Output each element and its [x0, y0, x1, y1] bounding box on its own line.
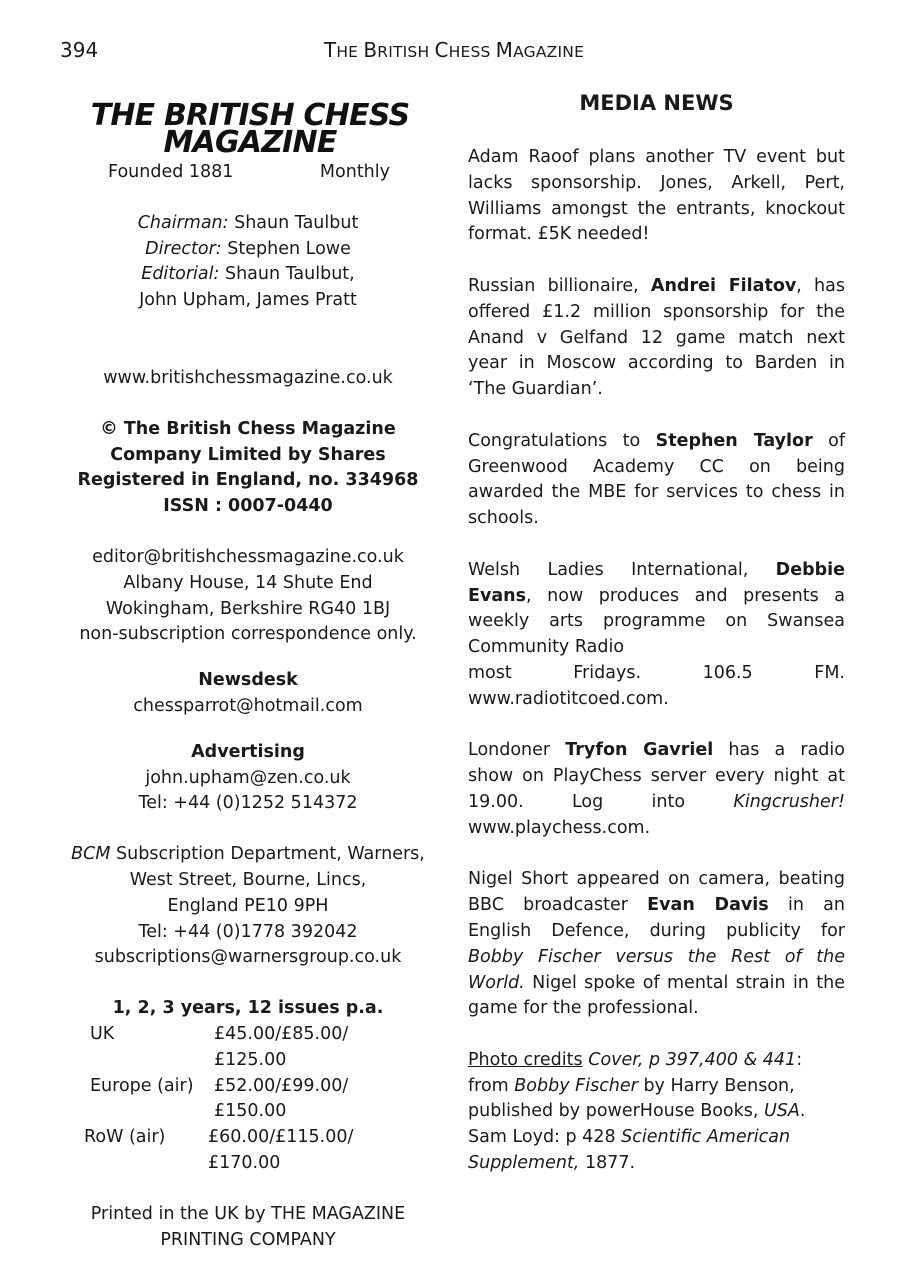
news-item-tv-event [468, 145, 845, 248]
news-italic: Scientific American Supplement, [468, 1127, 791, 1174]
page-number: 394 [60, 38, 99, 62]
director-name: Stephen Lowe [221, 238, 351, 259]
address-line-1: Albany House, 14 Shute End [123, 572, 373, 593]
rate-region: UK [90, 1023, 115, 1044]
news-text: : from [468, 1049, 803, 1096]
running-head-he: HE [336, 43, 364, 61]
news-text: Londoner [468, 740, 566, 761]
rate-row-row [78, 1125, 418, 1177]
news-person: Stephen Taylor [655, 430, 813, 451]
editorial-line [70, 262, 426, 288]
news-italic: USA [764, 1101, 800, 1122]
running-head-agazine: AGAZINE [513, 43, 585, 61]
news-text: Adam Raoof plans another TV event but lacks sponsorship. Jones, Arkell, Pert, Williams amongst the entrants, knockout format. £5K needed! [468, 147, 845, 245]
advertising-block [70, 740, 426, 817]
radio-website[interactable]: www.radiotitcoed.com. [468, 688, 669, 709]
printer-line-1: Printed in the UK by THE MAGAZINE [90, 1203, 406, 1224]
company-block [70, 417, 426, 520]
running-head-hess: HESS [448, 43, 496, 61]
masthead-title [74, 98, 426, 160]
news-text: , now produces and presents a weekly arts programme on Swansea Community Radio [468, 585, 845, 658]
director-label: Director: [145, 238, 222, 259]
news-item-evans [468, 558, 845, 713]
news-italic: Cover, p 397,400 & 441 [588, 1049, 797, 1070]
subscriptions-email[interactable]: subscriptions@warnersgroup.co.uk [94, 947, 402, 968]
rates-title: 1, 2, 3 years, 12 issues p.a. [112, 998, 384, 1019]
news-word: most [468, 662, 512, 683]
news-item-taylor [468, 429, 845, 532]
news-item-short [468, 867, 845, 1022]
rate-region: Europe (air) [90, 1075, 194, 1096]
news-item-gavriel [468, 738, 845, 841]
subscriptions-line-1 [70, 842, 426, 868]
masthead-column [70, 98, 426, 1253]
running-head-ritish: RITISH [377, 43, 435, 61]
issn: ISSN : 0007-0440 [163, 496, 333, 517]
news-spread-line [468, 661, 845, 687]
masthead-line-2: MAGAZINE [163, 125, 337, 160]
news-text: Nigel Short appeared on camera, beating BBC broadcaster [468, 869, 845, 916]
news-title-italic: Kingcrusher! [733, 791, 845, 812]
news-person: Andrei Filatov [650, 275, 797, 296]
subscriptions-line-2: West Street, Bourne, Lincs, [129, 869, 367, 890]
news-word: 106.5 [702, 662, 753, 683]
news-text: . Sam Loyd: p 428 [468, 1101, 806, 1148]
running-head [0, 38, 902, 62]
news-title-italic: Bobby Fischer versus the Rest of the World. [468, 946, 845, 993]
rate-price: £45.00/£85.00/£125.00 [214, 1023, 349, 1070]
subscriptions-tel: Tel: +44 (0)1778 392042 [138, 921, 358, 942]
subscriptions-dept: Subscription Department, Warners, [110, 844, 425, 865]
running-head-t: T [323, 38, 337, 62]
rate-region: RoW (air) [84, 1127, 166, 1148]
news-text: Nigel spoke of mental strain in the game for the professional. [468, 972, 845, 1019]
printer-line-2: PRINTING COMPANY [160, 1229, 336, 1250]
news-person: Tryfon Gavriel [565, 740, 714, 761]
news-text: 1877. [579, 1153, 636, 1174]
newsdesk-email[interactable]: chessparrot@hotmail.com [133, 695, 363, 716]
news-text: of Greenwood Academy CC on being awarded the MBE for services to chess in schools. [468, 430, 845, 529]
news-body [468, 558, 845, 661]
news-text: by Harry Benson, published by powerHouse Books, [468, 1075, 795, 1122]
rate-price: £60.00/£115.00/£170.00 [208, 1127, 354, 1173]
editorial-label: Editorial: [141, 264, 220, 285]
news-item-filatov [468, 274, 845, 403]
staff-block [70, 211, 426, 314]
news-text: www.playchess.com. [468, 817, 651, 838]
news-text: Congratulations to [468, 430, 656, 451]
advertising-tel: Tel: +44 (0)1252 514372 [138, 793, 358, 814]
chairman-line [70, 211, 426, 237]
news-word: FM. [814, 662, 845, 683]
news-word: Fridays. [573, 662, 642, 683]
rate-row-europe [78, 1074, 418, 1126]
company-line-1: © The British Chess Magazine [100, 418, 396, 439]
photo-credits-label: Photo credits [468, 1049, 583, 1070]
printer-block [70, 1202, 426, 1254]
news-text: , has offered £1.2 million sponsorship for the Anand v Gelfand 12 game match next year in Moscow according to Barden in ‘The Guardian’. [468, 275, 845, 400]
advertising-email[interactable]: john.upham@zen.co.uk [145, 767, 351, 788]
newsdesk-label: Newsdesk [198, 670, 298, 691]
editor-contact-block [70, 545, 426, 648]
subscriptions-line-3: England PE10 9PH [167, 895, 329, 916]
editor-email[interactable]: editor@britishchessmagazine.co.uk [92, 546, 404, 567]
chairman-label: Chairman: [137, 212, 229, 233]
news-italic: Bobby Fischer [514, 1075, 638, 1096]
news-text: in an English Defence, during publicity for [468, 895, 845, 941]
photo-credits [468, 1048, 845, 1177]
rate-price: £52.00/£99.00/£150.00 [214, 1075, 349, 1122]
media-news-column [468, 88, 845, 1203]
running-head-c: C [434, 38, 449, 62]
editorial-names-2: John Upham, James Pratt [139, 290, 357, 311]
frequency: Monthly [319, 162, 390, 182]
rates-table [78, 1022, 418, 1177]
chairman-name: Shaun Taulbut [228, 212, 359, 233]
advertising-label: Advertising [191, 741, 305, 762]
masthead-line-1: THE BRITISH CHESS [90, 98, 410, 133]
news-person: Evan Davis [647, 895, 769, 916]
rates-block [70, 996, 426, 1177]
website-link[interactable]: www.britishchessmagazine.co.uk [103, 367, 393, 388]
running-head-m: M [495, 38, 514, 62]
director-line [70, 237, 426, 263]
news-text: Welsh Ladies International, [468, 559, 776, 580]
rate-row-uk [78, 1022, 418, 1074]
founded-row [70, 160, 426, 186]
news-text: Russian billionaire, [468, 275, 651, 296]
news-person: Debbie Evans [468, 559, 845, 606]
newsdesk-block [70, 668, 426, 720]
bcm-abbrev: BCM [71, 844, 111, 865]
company-line-2: Company Limited by Shares [110, 444, 386, 465]
address-line-2: Wokingham, Berkshire RG40 1BJ [105, 598, 391, 619]
correspondence-note: non-subscription correspondence only. [79, 624, 417, 645]
news-text: has a radio show on PlayChess server every night at 19.00. Log into [468, 740, 845, 812]
editorial-names-1: Shaun Taulbut, [219, 264, 355, 285]
founded-year: Founded 1881 [108, 162, 234, 182]
media-news-title: MEDIA NEWS [579, 91, 734, 115]
subscriptions-block [70, 842, 426, 971]
running-head-b: B [363, 38, 378, 62]
company-line-3: Registered in England, no. 334968 [77, 470, 419, 491]
